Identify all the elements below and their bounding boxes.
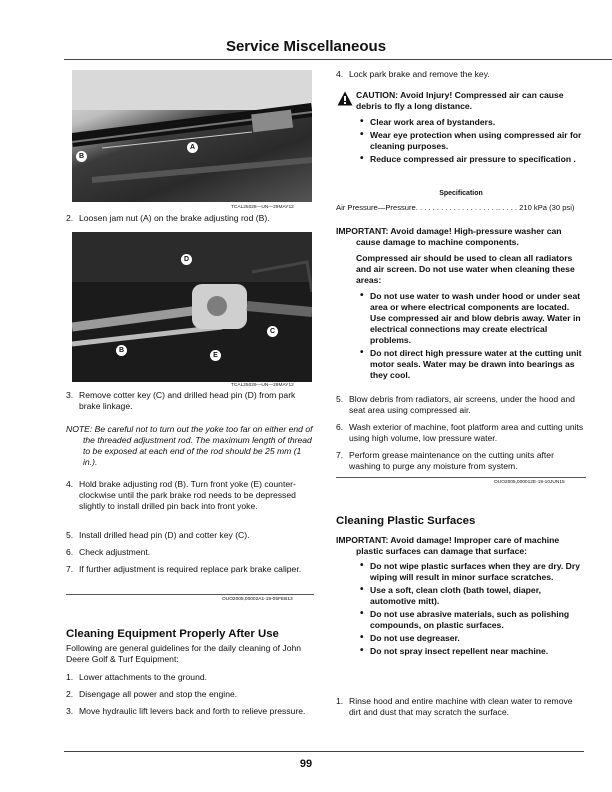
step-5 [336,394,586,416]
callout-a: A [187,142,198,153]
section-intro: Following are general guidelines for the daily cleaning of John Deere Golf & Turf Equipment: [66,643,302,664]
step-text: Perform grease maintenance on the cutting units after washing to purge any moisture from system. [349,450,554,471]
callout-e: E [210,350,221,361]
step-number: 7. [66,564,74,574]
list-item: • Do not use degreaser. [356,633,586,644]
step-number: 1. [336,696,344,706]
important-body: Compressed air should be used to clean all radiators and air screen. Do not use water when cleaning these areas: [356,253,575,285]
step-number: 4. [336,69,344,79]
important-block [336,535,586,657]
step-text: Hold brake adjusting rod (B). Turn front yoke (E) counter-clockwise until the park brake rod needs to be depressed slightly to install drilled pin back into front yoke. [79,479,296,511]
brake-yoke-illustration [72,232,312,382]
important-lead: IMPORTANT: Avoid damage! High-pressure washer can cause damage to machine components. [336,226,562,247]
step-number: 7. [336,450,344,460]
caution-block [336,90,586,165]
list-item: • Wear eye protection when using compressed air for cleaning purposes. [356,130,586,152]
page-number: 99 [299,758,313,770]
list-item: • Do not wipe plastic surfaces when they are dry. Dry wiping will result in minor surface scratches. [356,561,586,583]
step-6 [66,547,316,558]
step-number: 5. [66,530,74,540]
step-text: Move hydraulic lift levers back and forth to relieve pressure. [79,706,306,716]
document-id: OUO2005,000012E-19-10JUN15 [494,480,565,485]
step-3 [66,706,316,717]
section-divider [336,477,586,478]
step-text: Install drilled head pin (D) and cotter key (C). [79,530,250,540]
list-item: • Reduce compressed air pressure to specification . [356,154,586,165]
specification-heading: Specification [439,190,483,197]
section-heading: Cleaning Plastic Surfaces [336,515,476,527]
step-text: Remove cotter key (C) and drilled head pin (D) from park brake linkage. [79,390,296,411]
step-text: Wash exterior of machine, foot platform area and cutting units using high volume, low pressure water. [349,422,584,443]
list-item: • Do not spray insect repellent near machine. [356,646,586,657]
step-6 [336,422,586,444]
step-number: 2. [66,213,74,223]
step-text: Loosen jam nut (A) on the brake adjusting rod (B). [79,213,270,223]
callout-c: C [267,326,278,337]
callout-b: B [116,345,127,356]
step-4 [336,69,586,80]
section-heading: Cleaning Equipment Properly After Use [66,628,279,640]
figure-caption: TCAL25028—UN—29MAY12 [231,205,294,210]
step-text: If further adjustment is required replace park brake caliper. [79,564,302,574]
step-number: 3. [66,706,74,716]
step-number: 6. [66,547,74,557]
step-3 [66,390,316,412]
brake-rod-photo [72,70,312,202]
step-text: Lower attachments to the ground. [79,672,208,682]
important-block [336,226,586,381]
brake-rod-illustration [72,70,312,202]
step-1 [66,672,316,683]
callout-d: D [181,254,192,265]
brake-yoke-photo [72,232,312,382]
warning-triangle-icon [337,91,353,106]
step-7 [66,564,316,575]
note [66,424,314,468]
figure-caption: TCAL25029—UN—29MAY12 [231,383,294,388]
step-text: Blow debris from radiators, air screens, under the hood and seat area using compressed air. [349,394,575,415]
step-text: Disengage all power and stop the engine. [79,689,238,699]
specification-row: Air Pressure—Pressure. . . . . . . . . . . . . . . . . . . .. . . . . 210 kPa (30 psi) [336,203,575,212]
step-number: 3. [66,390,74,400]
caution-text: CAUTION: Avoid Injury! Compressed air can cause debris to fly a long distance. [356,90,564,111]
important-lead: IMPORTANT: Avoid damage! Improper care of machine plastic surfaces can damage that surface: [336,535,560,556]
step-text: Lock park brake and remove the key. [349,69,490,79]
step-number: 4. [66,479,74,489]
caution-list [356,117,586,165]
step-4 [66,479,316,512]
step-text: Rinse hood and entire machine with clean water to remove dirt and dust that may scratch the surface. [349,696,573,717]
step-2 [66,689,316,700]
list-item: • Clear work area of bystanders. [356,117,586,128]
page-title: Service Miscellaneous [225,38,387,55]
important-list [356,291,586,381]
step-number: 5. [336,394,344,404]
step-number: 2. [66,689,74,699]
list-item: • Do not direct high pressure water at the cutting unit motor seals. Water may be drawn into bearings as they cool. [356,348,586,381]
list-item: • Do not use abrasive materials, such as polishing compounds, on plastic surfaces. [356,609,586,631]
important-list [356,561,586,657]
step-7 [336,450,586,472]
step-5 [66,530,316,541]
footer-rule [64,751,584,752]
header-rule [64,59,612,60]
callout-b: B [76,151,87,162]
step-2 [66,213,316,224]
section-divider [66,594,314,595]
step-number: 6. [336,422,344,432]
note-text: NOTE: Be careful not to turn out the yoke too far on either end of the threaded adjustment rod. The maximum length of thread to be exposed at each end of the rod should be 25 mm (1 in.). [66,424,313,467]
step-1 [336,696,586,718]
step-text: Check adjustment. [79,547,151,557]
list-item: • Do not use water to wash under hood or under seat area or where electrical components are located. Use compressed air and blow debris away. Water in electrical connections may create electrical problems. [356,291,586,346]
document-id: OUO2005,00002A1-19-05FEB13 [222,597,293,602]
step-number: 1. [66,672,74,682]
list-item: • Use a soft, clean cloth (bath towel, diaper, automotive mitt). [356,585,586,607]
